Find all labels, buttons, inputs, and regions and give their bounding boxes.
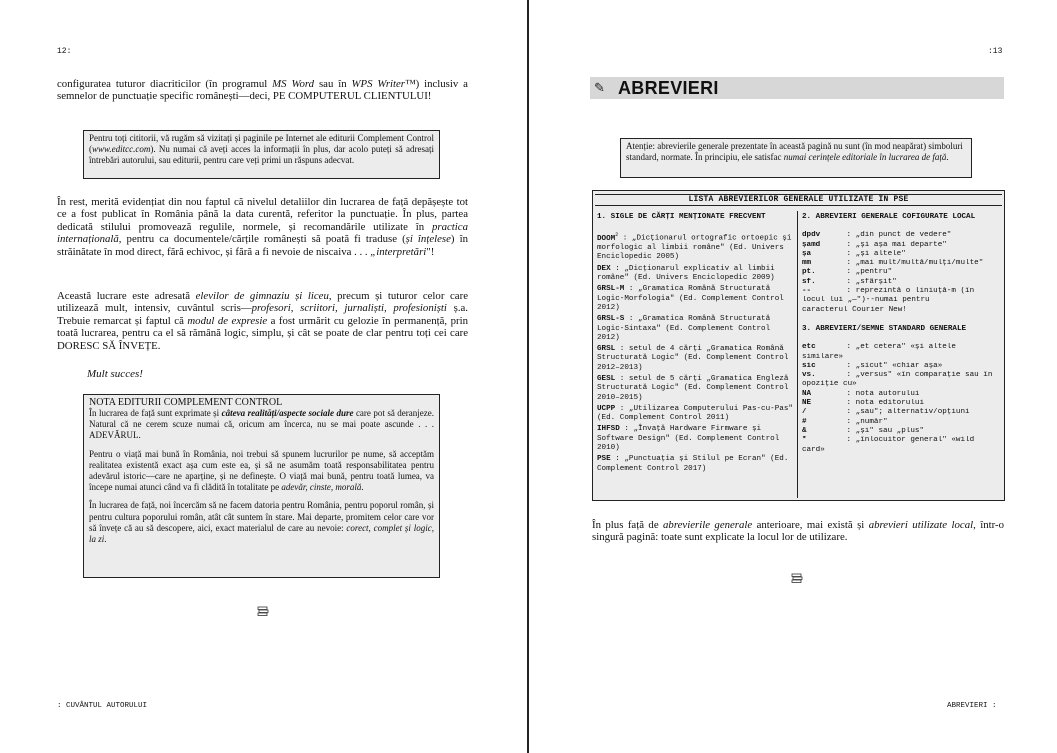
audience-text-3: ș.a. Trebuie remarcat și faptul că [57, 302, 469, 327]
local-abbreviation-row [802, 241, 1000, 250]
standard-abbreviation-row [802, 446, 1000, 455]
abbreviation-meaning: : „înlocuitor general" «wild [842, 436, 975, 445]
abbreviation-key: etc [802, 343, 816, 352]
abbreviation-key: sic [802, 361, 816, 370]
rest-em-2: și înțelese [405, 233, 451, 246]
local-abbreviation-row [802, 259, 1000, 268]
rest-em-3: „interpretări [370, 245, 427, 258]
standard-abbreviation-row [802, 436, 1000, 445]
local-abbreviation-row [802, 250, 1000, 259]
abbreviation-meaning: : „și" sau „plus" [842, 426, 925, 435]
note-p3-text-2: . [104, 534, 107, 545]
intro-em-2: WPS Writer™ [351, 78, 416, 90]
sigla-description: : setul de 5 cărți „Gramatica Engleză Structurată Logic" (Ed. Complement Control 2010–2015) [597, 374, 789, 402]
local-abbreviation-row [802, 296, 1000, 305]
intro-text-1: configuratea tuturor diacriticilor (în programul [57, 78, 273, 90]
publisher-note-paragraph-1 [89, 408, 434, 442]
abbreviation-meaning: similare» [802, 352, 844, 361]
note-p1-em: câteva realități/aspecte sociale dure [221, 408, 354, 418]
note-p1-text-1: În lucrarea de față sunt exprimate și [89, 408, 222, 418]
abbreviation-meaning: : „pentru" [842, 268, 893, 277]
rest-text-3: ) în străinătate în mod direct, fără echivoc, și fără a fi nevoie de niscaiva . . . [57, 233, 468, 258]
sigla-description: : „Gramatica Română Structurată Logic-Sintaxa" (Ed. Complement Control 2012) [597, 315, 771, 342]
section1-title: 1. SIGLE DE CĂRȚI MENȚIONATE FRECVENT [597, 213, 766, 221]
sigla-entry [597, 375, 794, 403]
section3-title: 3. ABREVIERI/SEMNE STANDARD GENERALE [802, 324, 967, 333]
sigla-description: : „Învață Hardware Firmware și Software Design" (Ed. Complement Control 2010) [597, 425, 780, 453]
left-page [0, 0, 527, 753]
abbreviation-meaning: opoziție cu» [802, 380, 857, 389]
sigla-description: : „Dicționarul ortografic ortoepic și morfologic al limbii române" (Ed. Univers Enciclopedic 2005) [597, 234, 792, 262]
intro-text-3: ) inclusiv a semnelor de punctuație specific românești—deci, PE COMPUTERUL CLIENTULUI! [57, 78, 468, 103]
left-page-footer: : CUVÂNTUL AUTORULUI [57, 702, 148, 710]
abbreviations-table [592, 190, 1005, 501]
sigla-entry [597, 231, 794, 262]
abbreviation-meaning: : reprezintă o liniuță-m (în [842, 287, 975, 296]
abbreviation-key: sf. [802, 277, 816, 286]
abbreviation-meaning: : nota editorului [842, 399, 925, 408]
audience-em-2: profesori, scriitori, jurnaliști, profesioniști [251, 302, 447, 315]
after-text-3: , într-o singură pagină: toate sunt explicate la locul lor de utilizare. [592, 519, 1004, 544]
abbreviation-meaning: : „sau"; alternativ/opțiuni [842, 408, 970, 417]
audience-paragraph [57, 290, 468, 352]
sigla-key: PSE [597, 455, 611, 464]
standard-abbreviation-row [802, 353, 1000, 362]
sigla-entry [597, 425, 794, 453]
after-text-1: În plus față de [592, 519, 664, 531]
abbreviation-meaning: caracterul Courier New! [802, 305, 907, 314]
rest-text-2: , pentru ca documentele/cărțile românești să poată fi traduse ( [118, 233, 406, 246]
sigla-description: : „Dicționarul explicativ al limbii române" (Ed. Univers Enciclopedic 2009) [597, 264, 775, 283]
abbreviation-meaning: : „mai mult/multă/mulți/multe" [842, 259, 984, 268]
sigla-description: : „Punctuația și Stilul pe Ecran" (Ed. Complement Control 2017) [597, 455, 789, 473]
standard-abbreviation-row [802, 380, 1000, 389]
sigla-entry [597, 285, 794, 313]
note-p1-text-2: care pot să deranjeze. Natural că ne cerem scuze numai că, oricum am încerca, nu se mai poate ascunde . . . ADEVĂRUL. [89, 408, 435, 441]
standard-abbreviation-row [802, 343, 1000, 352]
attention-text-2: . [946, 152, 949, 163]
standard-abbreviation-row [802, 371, 1000, 380]
abbreviation-key: # [802, 417, 807, 426]
after-em-2: abrevieri utilizate local [868, 519, 974, 531]
audience-text-2: , precum și tuturor celor care utilizează mult, intensiv, cuvântul scris— [57, 290, 468, 315]
sigla-description: : „Utilizarea Computerului Pas-cu-Pas" (Ed. Complement Control 2011) [597, 404, 793, 423]
sigla-list [597, 231, 794, 474]
publisher-note-heading: NOTA EDITURII COMPLEMENT CONTROL [89, 397, 283, 408]
good-luck-text: Mult succes! [87, 368, 143, 380]
note-p2-em: adevăr, cinste, morală [281, 482, 362, 493]
right-page-number: :13 [988, 47, 1003, 56]
sigla-superscript: 2 [615, 232, 619, 239]
sigla-key: GRSL-M [597, 285, 625, 294]
attention-note-box [620, 138, 972, 178]
audience-em-3: modul de expresie [187, 314, 268, 327]
publisher-note-paragraph-2 [89, 449, 434, 494]
abbreviation-key: pt. [802, 268, 816, 277]
book-sigla-column [597, 213, 794, 476]
abbreviation-key: NA [802, 389, 812, 398]
sigla-key: DOOM [597, 234, 616, 243]
info-box-url: www.editcc.com [92, 144, 151, 154]
abbreviation-meaning: : „și altele" [842, 249, 906, 258]
abbreviation-key: -- [802, 287, 812, 296]
sigla-key: IHFSD [597, 425, 620, 434]
intro-em-1: MS Word [272, 78, 315, 90]
abbreviation-meaning: : „versus" «în comparație sau în [842, 371, 993, 380]
local-abbreviation-row [802, 268, 1000, 277]
after-em-1: abrevierile generale [663, 519, 753, 531]
sigla-description: : „Gramatica Română Structurată Logic-Morfologia" (Ed. Complement Control 2012) [597, 285, 784, 312]
abbreviation-meaning: : nota autorului [842, 389, 920, 398]
standard-abbreviation-row [802, 418, 1000, 427]
abbreviation-meaning: : „sicut" «chiar așa» [842, 361, 943, 370]
audience-text-4: a fost urmărit cu gelozie în permanență, prin toată lucrarea, pentru ca el să rămână logic, simplu, și cât se poate de clar pentru toți cei care DORESC SĂ ÎNVEȚE. [57, 314, 468, 352]
info-box [83, 130, 440, 179]
book-stack-icon [791, 573, 803, 584]
abbreviation-meaning: : „număr" [842, 417, 888, 426]
section-title: ABREVIERI [618, 78, 719, 98]
local-abbreviation-row [802, 278, 1000, 287]
rest-em-1: practica internațională [57, 220, 468, 246]
info-box-text-1: Pentru toți cititorii, vă rugăm să vizitați și paginile pe Internet ale editurii Complement Control ( [89, 133, 434, 154]
sigla-entry [597, 315, 794, 343]
column-divider [797, 211, 798, 498]
sigla-description: : setul de 4 cărți „Gramatica Română Structurată Logic" (Ed. Complement Control 2012–2013) [597, 345, 789, 372]
abbreviation-meaning: : „sfârșit" [842, 277, 897, 286]
abbreviation-key: * [802, 436, 807, 445]
abbreviation-key: mm [802, 259, 812, 268]
abbreviation-key: șamd [802, 240, 821, 249]
local-abbreviation-list [802, 231, 1000, 315]
local-abbreviation-row [802, 306, 1000, 315]
abbreviation-key: vs. [802, 371, 816, 380]
rest-text-4: "! [426, 245, 435, 258]
rest-text-1: În rest, merită evidențiat din nou faptul că nivelul detaliilor din lucrarea de față depășește tot ce a fost publicat în România până la data curentă, referitor la punctuație. În plus, partea dedicată stilului promovează regulile, normele, și recomandările utilizate în [57, 196, 468, 233]
sigla-entry [597, 265, 794, 284]
info-box-text-2: ). Nu numai că aveți acces la informații în plus, dar acolo puteți să adresați întrebări autorului, sau editurii, pentru care veți primi un răspuns adecvat. [89, 144, 434, 165]
rest-paragraph [57, 196, 468, 258]
abbreviation-meaning: locul lui „—")--numai pentru [802, 296, 930, 305]
note-p2-text-2: . [361, 482, 364, 493]
abbreviation-key: / [802, 408, 807, 417]
left-page-number: 12: [57, 47, 72, 56]
standard-abbreviation-row [802, 399, 1000, 408]
sigla-key: UCPP [597, 404, 616, 413]
abbreviations-table-heading: LISTA ABREVIERILOR GENERALE UTILIZATE ÎN PSE [595, 194, 1002, 206]
right-page-footer: ABREVIERI : [947, 702, 997, 710]
intro-paragraph [57, 78, 468, 103]
abbreviation-meaning: card» [802, 445, 825, 454]
sigla-key: GRSL-S [597, 315, 625, 324]
note-p2-text-1: Pentru o viață mai bună în România, noi trebui să spunem lucrurilor pe nume, să acceptăm realitatea existentă exact așa cum este ea, și să ne asumăm toată responsabilitatea pentru adevărul istoric—care ne aparține, și ne definește. O viață mai bună, pentru toată lumea, va începe numai atunci când va fi clădită în totalitate pe [89, 448, 434, 493]
pencil-icon: ✎ [594, 80, 605, 95]
note-p3-em: corect, complet și logic, la zi [89, 522, 434, 545]
abbreviation-key: & [802, 426, 807, 435]
audience-em-1: elevilor de gimnaziu și liceu [195, 290, 329, 302]
note-p3-text-1: În lucrarea de față, noi încercăm să ne facem datoria pentru România, pentru poporul român, și pentru cultura poporului român, atât cât suntem în stare. Mai departe, promitem celor care vor să învețe că au să descopere, aici, exact materialul de care au nevoie: [89, 500, 434, 533]
after-table-paragraph [592, 519, 1004, 544]
attention-text-1: Atenție: abrevierile generale prezentate în această pagină nu sunt (în mod neapărat) simboluri standard, normate. În principiu, ele satisfac [626, 141, 963, 163]
abbreviations-column [802, 213, 1000, 455]
publisher-note-box [83, 394, 440, 578]
abbreviation-key: NE [802, 399, 812, 408]
attention-em: numai cerințele editoriale în lucrarea de față [783, 152, 947, 163]
after-text-2: anterioare, mai există și [752, 519, 869, 531]
abbreviation-key: dpdv [802, 231, 821, 240]
local-abbreviation-row [802, 287, 1000, 296]
local-abbreviation-row [802, 231, 1000, 240]
audience-text-1: Această lucrare este adresată [57, 290, 196, 302]
sigla-key: DEX [597, 264, 611, 273]
abbreviation-key: șa [802, 249, 812, 258]
abbreviation-meaning: : „și așa mai departe" [842, 240, 947, 249]
standard-abbreviation-list [802, 343, 1000, 455]
section2-title: 2. ABREVIERI GENERALE COFIGURATE LOCAL [802, 213, 976, 221]
sigla-key: GESL [597, 374, 616, 383]
sigla-entry [597, 345, 794, 373]
book-stack-icon [257, 606, 269, 617]
standard-abbreviation-row [802, 390, 1000, 399]
abbreviation-meaning: : „din punct de vedere" [842, 231, 952, 240]
standard-abbreviation-row [802, 427, 1000, 436]
standard-abbreviation-row [802, 362, 1000, 371]
sigla-key: GRSL [597, 345, 616, 354]
intro-text-2: sau în [314, 78, 352, 90]
abbreviation-meaning: : „et cetera" «și altele [842, 343, 956, 352]
publisher-note-paragraph-3 [89, 500, 434, 545]
standard-abbreviation-row [802, 408, 1000, 417]
section-title-bar [590, 77, 1004, 99]
sigla-entry [597, 405, 794, 424]
sigla-entry [597, 455, 794, 474]
